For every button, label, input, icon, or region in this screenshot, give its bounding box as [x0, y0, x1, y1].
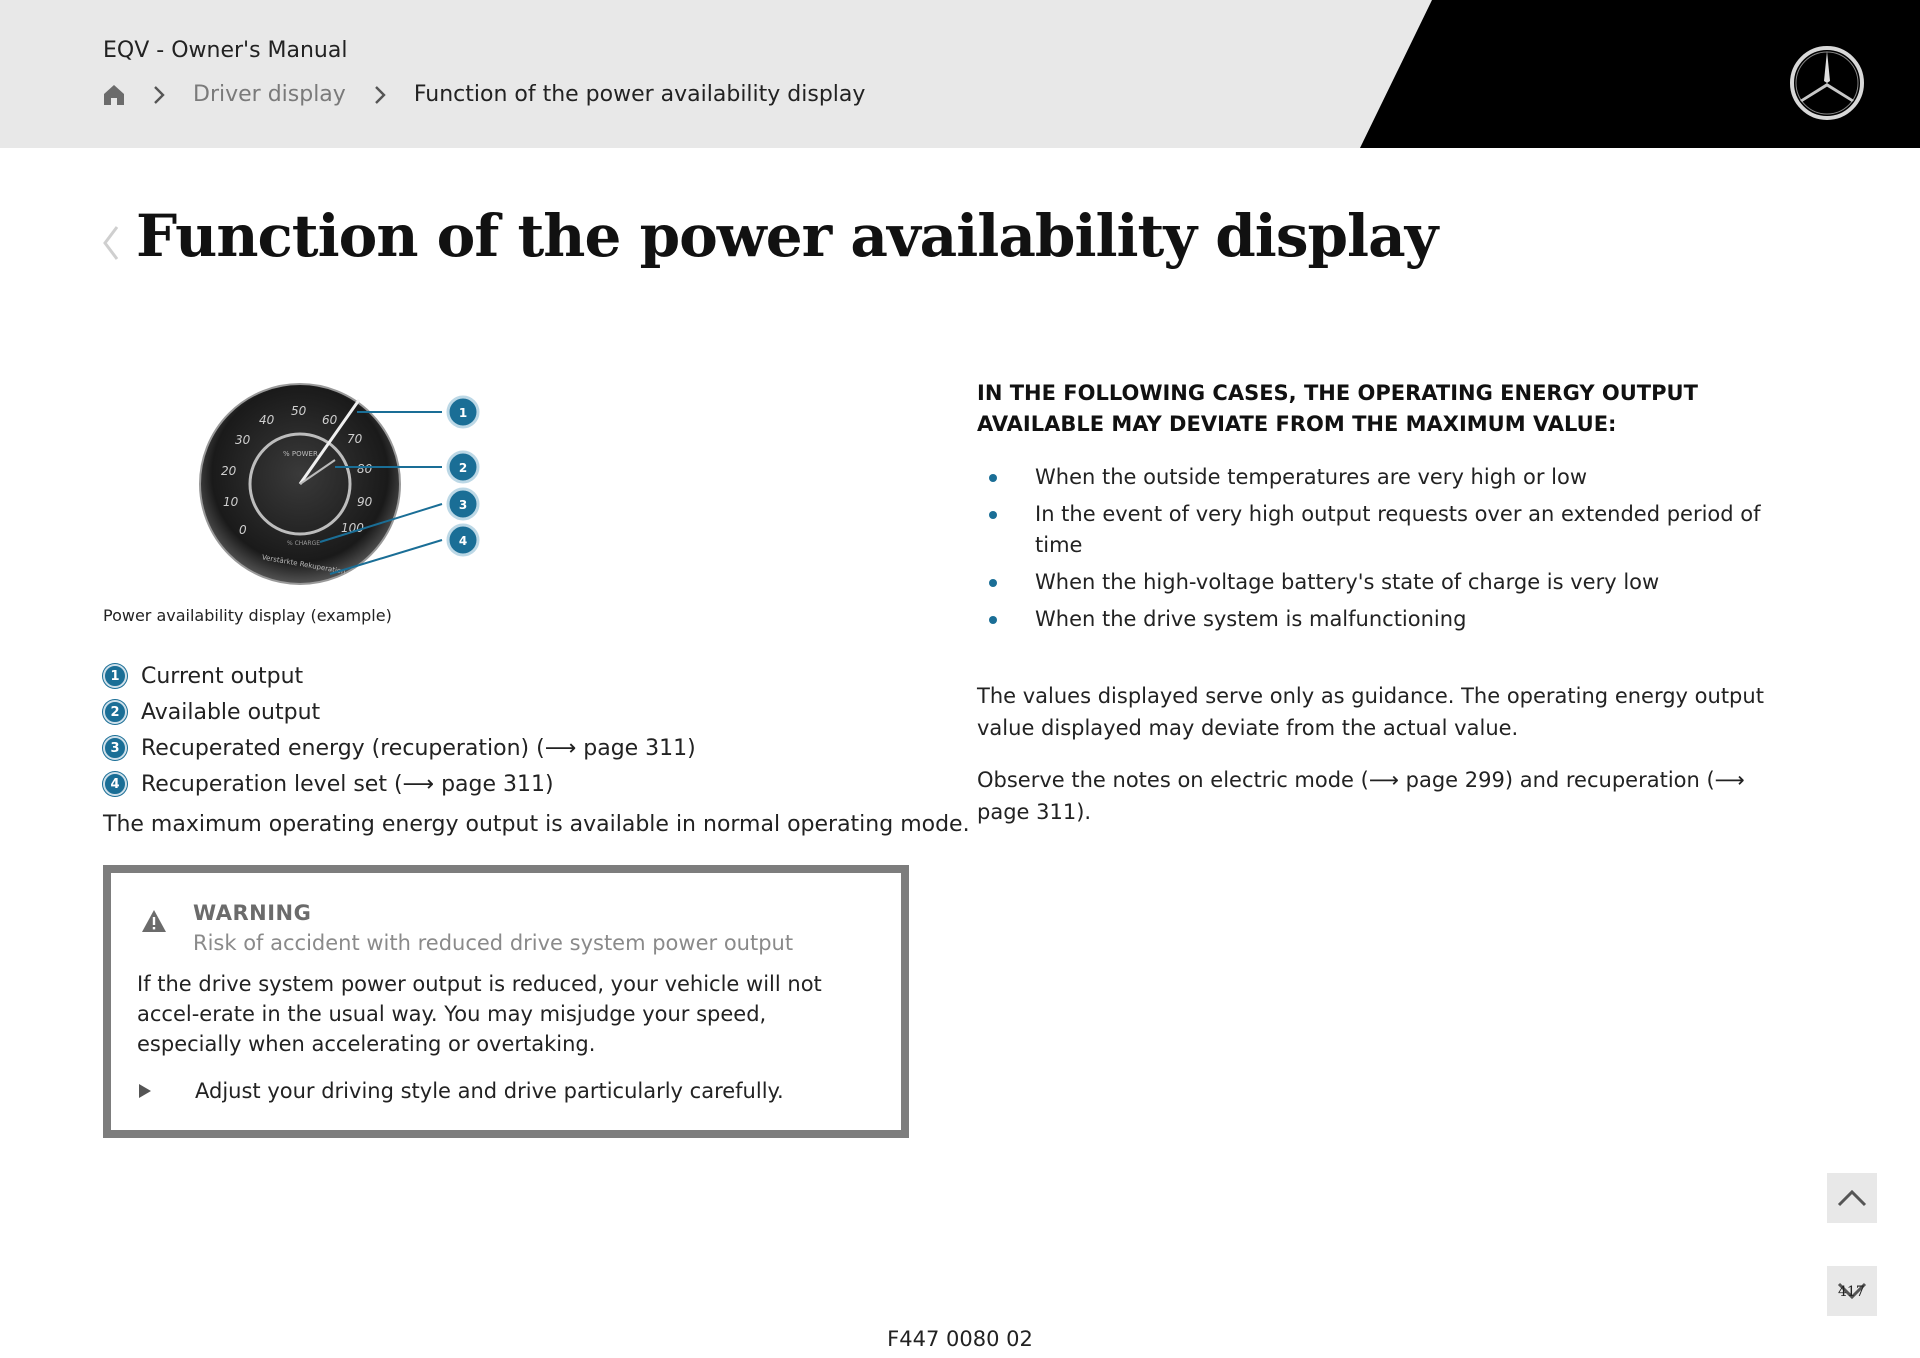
figure-caption: Power availability display (example)	[103, 606, 392, 625]
warning-body: If the drive system power output is reduced, your vehicle will not accel-erate in the usual way. You may misjudge your speed, especially when accelerating or overtaking.	[137, 972, 822, 1056]
gauge-tick-50: 50	[291, 404, 307, 418]
legend-item	[103, 694, 696, 730]
warning-step-text: Adjust your driving style and drive particularly carefully.	[195, 1079, 784, 1103]
legend-item[interactable]	[103, 730, 696, 766]
legend-item	[103, 658, 696, 694]
list-item	[977, 567, 1777, 598]
callout-1: 1	[458, 406, 468, 420]
list-item	[977, 462, 1777, 493]
guidance-paragraph: The values displayed serve only as guidance. The operating energy output value displayed may deviate from the actual value.	[977, 684, 1764, 740]
bullet-dot	[989, 579, 997, 587]
gauge-bottom-label: Verstärkte Rekuperation	[261, 553, 347, 576]
figure-legend	[103, 658, 696, 802]
bullet-dot	[989, 474, 997, 482]
gauge-tick-90: 90	[357, 495, 373, 509]
list-item-text: When the high-voltage battery's state of charge is very low	[1035, 570, 1660, 594]
scroll-up-button[interactable]	[1827, 1173, 1877, 1223]
mercedes-star-logo	[1788, 44, 1866, 122]
page-number: 417	[1838, 1284, 1865, 1300]
back-chevron-icon[interactable]	[100, 223, 122, 263]
home-icon[interactable]	[103, 83, 125, 107]
number-badge: 4	[103, 772, 127, 796]
list-item	[977, 499, 1777, 561]
gauge-tick-10: 10	[223, 495, 239, 509]
chevron-up-icon	[1836, 1188, 1868, 1208]
bullet-dot	[989, 511, 997, 519]
notes-paragraph[interactable]: Observe the notes on electric mode (⟶ page 299) and recuperation (⟶ page 311).	[977, 768, 1745, 824]
gauge-tick-0: 0	[239, 523, 247, 537]
list-item	[977, 604, 1777, 635]
gauge-tick-20: 20	[221, 464, 237, 478]
footer-code: F447 0080 02	[887, 1327, 1033, 1351]
legend-text[interactable]: Recuperated energy (recuperation) (⟶ page 311)	[141, 735, 696, 761]
warning-label: WARNING	[193, 901, 312, 925]
manual-title: EQV - Owner's Manual	[103, 38, 348, 63]
bullet-dot	[989, 616, 997, 624]
warning-box	[103, 865, 909, 1138]
cases-heading: IN THE FOLLOWING CASES, THE OPERATING ENERGY OUTPUT AVAILABLE MAY DEVIATE FROM THE MAXIMUM VALUE:	[977, 381, 1698, 436]
breadcrumb-current: Function of the power availability display	[413, 82, 866, 107]
breadcrumb	[103, 82, 865, 107]
legend-text[interactable]: Recuperation level set (⟶ page 311)	[141, 771, 554, 797]
list-item-text: In the event of very high output requests over an extended period of time	[1035, 502, 1761, 557]
callout-4: 4	[458, 534, 468, 548]
header-bar	[0, 0, 1920, 148]
callout-2: 2	[458, 461, 468, 475]
gauge-tick-40: 40	[259, 413, 275, 427]
cases-list	[977, 462, 1777, 641]
gauge-tick-100: 100	[341, 521, 364, 535]
power-gauge-figure	[195, 380, 495, 590]
gauge-tick-30: 30	[235, 433, 251, 447]
legend-text: Current output	[141, 663, 304, 689]
chevron-right-icon	[370, 83, 390, 107]
number-badge: 2	[103, 700, 127, 724]
number-badge: 3	[103, 736, 127, 760]
list-item-text: When the outside temperatures are very high or low	[1035, 465, 1588, 489]
gauge-sub-label: % CHARGE	[287, 540, 321, 547]
max-output-text: The maximum operating energy output is available in normal operating mode.	[103, 812, 970, 837]
breadcrumb-driver-display[interactable]: Driver display	[193, 82, 346, 107]
legend-item[interactable]	[103, 766, 696, 802]
gauge-center-label: % POWER	[283, 450, 318, 458]
play-arrow-icon	[137, 1081, 153, 1101]
warning-triangle-icon	[141, 909, 167, 933]
gauge-tick-70: 70	[347, 432, 363, 446]
gauge-tick-60: 60	[322, 413, 338, 427]
warning-subtitle: Risk of accident with reduced drive system power output	[193, 931, 794, 955]
callout-3: 3	[458, 498, 468, 512]
page-title: Function of the power availability display	[136, 202, 1438, 270]
number-badge: 1	[103, 664, 127, 688]
list-item-text: When the drive system is malfunctioning	[1035, 607, 1467, 631]
chevron-right-icon	[149, 83, 169, 107]
legend-text: Available output	[141, 699, 321, 725]
gauge-tick-80: 80	[357, 462, 373, 476]
warning-step	[137, 1079, 784, 1103]
